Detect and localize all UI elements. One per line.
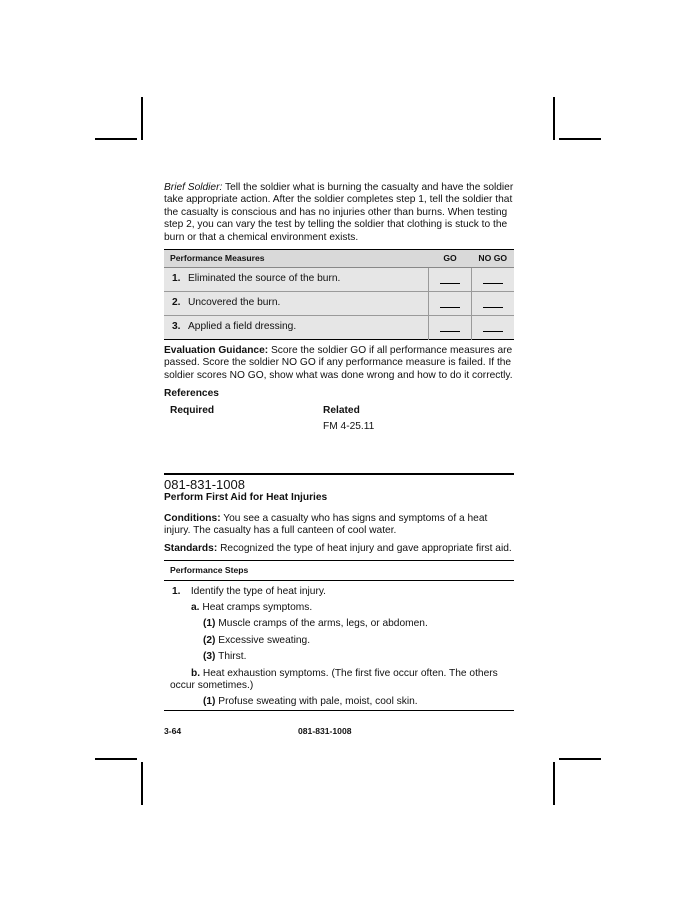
related-value: FM 4-25.11 <box>323 421 375 433</box>
crop-mark-bottom-right-vertical <box>553 762 555 805</box>
task-number: 081-831-1008 <box>164 477 245 493</box>
crop-mark-top-left-horizontal <box>95 138 137 140</box>
item-text: Profuse sweating with pale, moist, cool skin. <box>218 696 418 708</box>
crop-mark-top-left-vertical <box>141 97 143 140</box>
measure-cell <box>164 268 429 292</box>
standards-label: Standards: <box>164 542 218 554</box>
crop-mark-top-right-horizontal <box>559 138 601 140</box>
performance-measures-header: Performance Measures <box>164 250 429 268</box>
item-number: (2) <box>203 634 216 646</box>
footer-task-number: 081-831-1008 <box>298 726 352 736</box>
table-row <box>164 292 514 316</box>
step-number: 1. <box>172 585 181 597</box>
substep-label: a. <box>191 601 200 613</box>
required-label: Required <box>170 404 215 416</box>
substep-text: Heat cramps symptoms. <box>202 601 313 613</box>
conditions-label: Conditions: <box>164 512 221 524</box>
step-1b-1 <box>164 696 514 708</box>
page-content <box>164 182 514 711</box>
measure-number: 3. <box>172 321 181 333</box>
page-bottom-rule <box>164 710 514 711</box>
go-blank <box>429 268 472 292</box>
nogo-blank <box>472 292 515 316</box>
measure-text: Eliminated the source of the burn. <box>188 273 341 285</box>
item-text: Excessive sweating. <box>218 634 311 646</box>
measure-text: Applied a field dressing. <box>188 321 297 333</box>
nogo-blank <box>472 316 515 340</box>
item-text: Thirst. <box>218 651 247 663</box>
task-divider <box>164 473 514 475</box>
measure-cell <box>164 316 429 340</box>
performance-measures-table <box>164 249 514 340</box>
step-text: Identify the type of heat injury. <box>190 585 327 597</box>
references-values-row <box>164 421 514 433</box>
step-1a-1 <box>164 618 514 630</box>
evaluation-guidance-label: Evaluation Guidance: <box>164 345 269 357</box>
brief-soldier-label: Brief Soldier: <box>164 182 223 193</box>
go-blank <box>429 316 472 340</box>
substep-text: Heat exhaustion symptoms. (The first five occur often. The others occur sometimes.) <box>170 667 498 691</box>
evaluation-guidance-paragraph <box>164 345 514 382</box>
step-1b <box>164 668 514 693</box>
item-number: (1) <box>203 618 216 630</box>
substep-label: b. <box>191 667 201 679</box>
nogo-blank <box>472 268 515 292</box>
measure-cell <box>164 292 429 316</box>
conditions-text: You see a casualty who has signs and symptoms of a heat injury. The casualty has a full canteen of cool water. <box>164 512 488 537</box>
brief-soldier-paragraph <box>164 182 514 244</box>
table-row <box>164 316 514 340</box>
measure-number: 1. <box>172 273 181 285</box>
references-labels-row <box>164 405 514 417</box>
step-1 <box>164 586 514 598</box>
performance-measures-header-row <box>164 250 514 268</box>
nogo-column-header: NO GO <box>472 250 515 268</box>
item-number: (1) <box>203 696 216 708</box>
page-number: 3-64 <box>164 726 182 736</box>
standards-paragraph <box>164 543 514 555</box>
measure-number: 2. <box>172 297 181 309</box>
item-number: (3) <box>203 651 216 663</box>
evaluation-guidance-text: Score the soldier GO if all performance measures are passed. Score the soldier NO GO if any performance measure is failed. If the soldier scores NO GO, show what was done wrong and how to do it correctly. <box>164 345 513 381</box>
standards-text: Recognized the type of heat injury and gave appropriate first aid. <box>220 542 512 554</box>
step-1a-2 <box>164 635 514 647</box>
crop-mark-bottom-left-horizontal <box>95 758 137 760</box>
task-title: Perform First Aid for Heat Injuries <box>164 492 328 504</box>
item-text: Muscle cramps of the arms, legs, or abdomen. <box>218 618 428 630</box>
go-blank <box>429 292 472 316</box>
brief-soldier-text: Tell the soldier what is burning the casualty and have the soldier take appropriate action. After the soldier completes step 1, tell the soldier that the casualty is conscious and has no injuries other than burns. When testing step 2, you can vary the test by telling the soldier that clothing is stuck to the burn or that a chemical environment exists. <box>164 182 514 243</box>
crop-mark-bottom-right-horizontal <box>559 758 601 760</box>
crop-mark-bottom-left-vertical <box>141 762 143 805</box>
related-label: Related <box>323 404 360 416</box>
performance-steps-header: Performance Steps <box>164 560 514 580</box>
table-row <box>164 268 514 292</box>
conditions-paragraph <box>164 513 514 538</box>
crop-mark-top-right-vertical <box>553 97 555 140</box>
references-heading: References <box>164 388 219 400</box>
step-1a-3 <box>164 651 514 663</box>
step-1a <box>164 602 514 614</box>
measure-text: Uncovered the burn. <box>188 297 281 309</box>
go-column-header: GO <box>429 250 472 268</box>
required-value <box>164 421 323 433</box>
